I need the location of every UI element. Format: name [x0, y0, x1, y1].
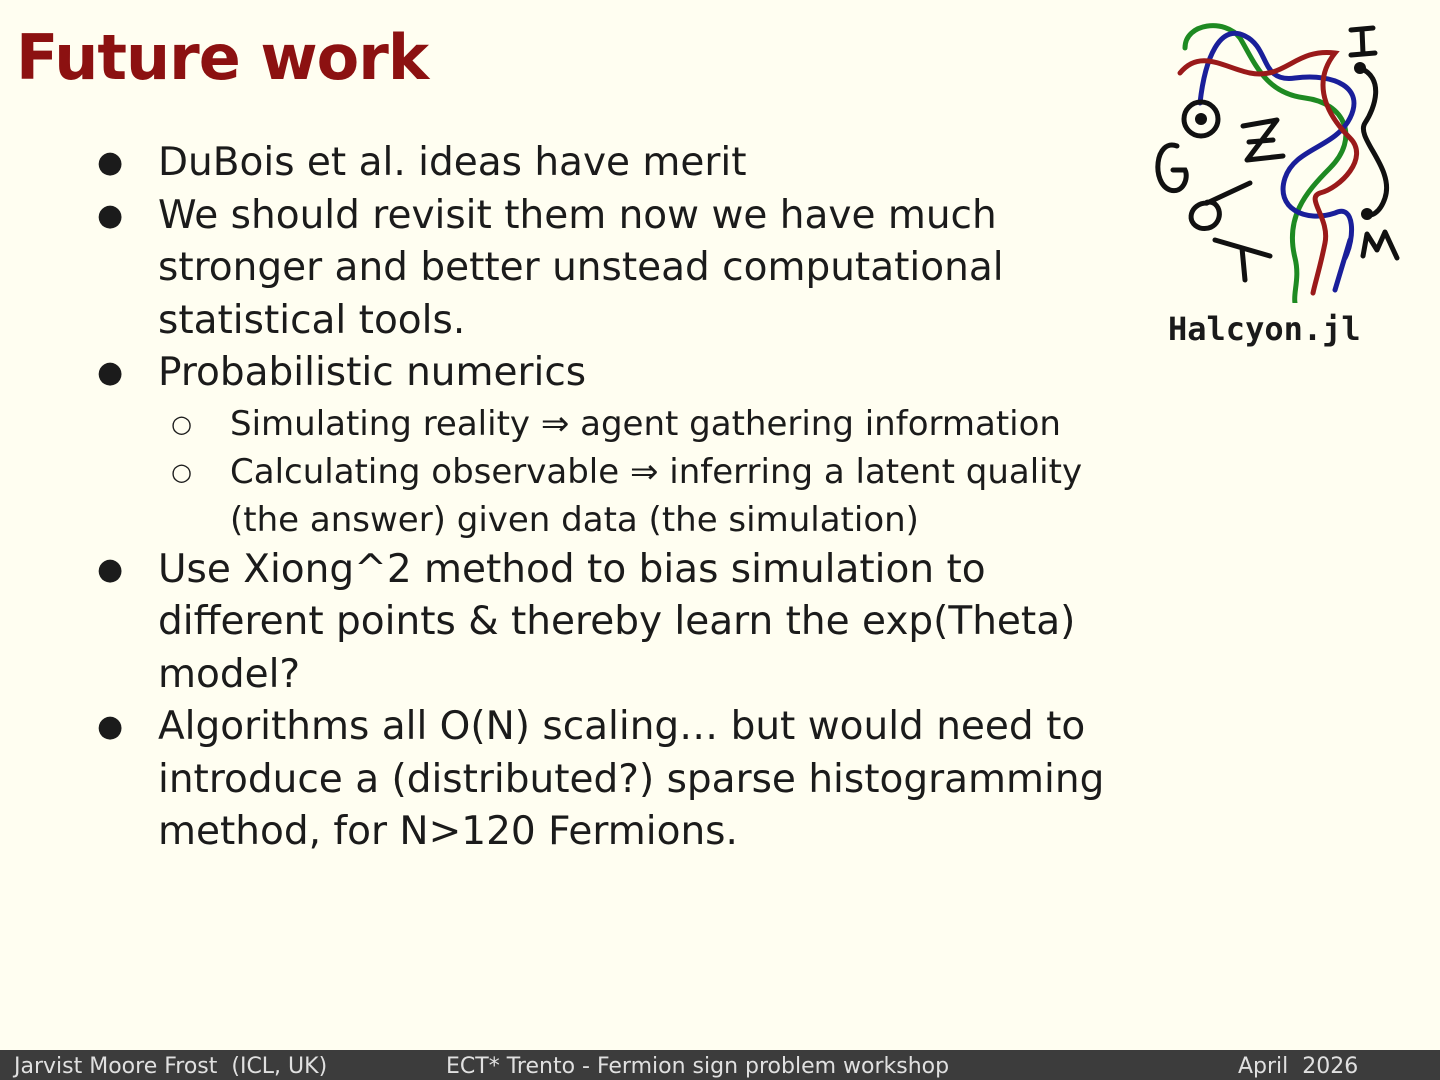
logo-letter-t — [1215, 240, 1270, 280]
logo-letter-z — [1243, 120, 1283, 160]
logo-strand-black — [1360, 68, 1387, 215]
logo-letter-g — [1158, 145, 1186, 191]
bullet-item — [0, 544, 1158, 702]
halcyon-logo — [1145, 18, 1405, 303]
sub-bullet-circle-icon: ○ — [171, 457, 192, 486]
logo-dot — [1354, 62, 1366, 74]
footer-author: Jarvist Moore Frost (ICL, UK) — [14, 1054, 328, 1079]
sub-bullet-text: Calculating observable ⇒ inferring a latent quality (the answer) given data (the simulation) — [230, 451, 1083, 540]
logo-letter-o — [1191, 183, 1250, 229]
bullet-text: DuBois et al. ideas have merit — [158, 140, 747, 185]
logo-letter-i — [1351, 28, 1375, 55]
bullet-item — [0, 347, 1158, 400]
bullet-dot-icon: ● — [97, 197, 124, 233]
logo-letter-m — [1363, 232, 1397, 258]
bullet-text: Probabilistic numerics — [158, 350, 587, 395]
bullet-item — [0, 190, 1158, 348]
footer-event: ECT* Trento - Fermion sign problem workshop — [446, 1054, 950, 1079]
logo-pupil — [1195, 113, 1207, 125]
bullet-text: Use Xiong^2 method to bias simulation to different points & thereby learn the exp(Theta) model? — [158, 546, 1076, 697]
sub-bullet-item — [0, 400, 1130, 448]
bullet-dot-icon: ● — [97, 355, 124, 390]
bullet-text: We should revisit them now we have much stronger and better unstead computational statistical tools. — [158, 192, 1004, 343]
sub-bullet-item — [0, 448, 1130, 544]
slide-title: Future work — [16, 21, 429, 94]
bullet-dot-icon: ● — [97, 551, 124, 587]
bullet-list — [0, 137, 1160, 859]
bullet-dot-icon: ● — [97, 145, 124, 180]
logo-dot — [1361, 208, 1373, 220]
logo-caption: Halcyon.jl — [1168, 310, 1361, 348]
sub-bullet-circle-icon: ○ — [171, 409, 192, 438]
logo-stroke-blue — [1335, 240, 1350, 290]
sub-bullet-text: Simulating reality ⇒ agent gathering information — [230, 403, 1061, 444]
bullet-dot-icon: ● — [97, 709, 124, 744]
bullet-item — [0, 701, 1158, 859]
footer-date: April 2026 — [1238, 1054, 1359, 1079]
bullet-text: Algorithms all O(N) scaling… but would need to introduce a (distributed?) sparse histogramming method, for N>120 Fermions. — [158, 704, 1105, 854]
footer-bar — [0, 1050, 1440, 1080]
bullet-item — [0, 137, 1158, 190]
